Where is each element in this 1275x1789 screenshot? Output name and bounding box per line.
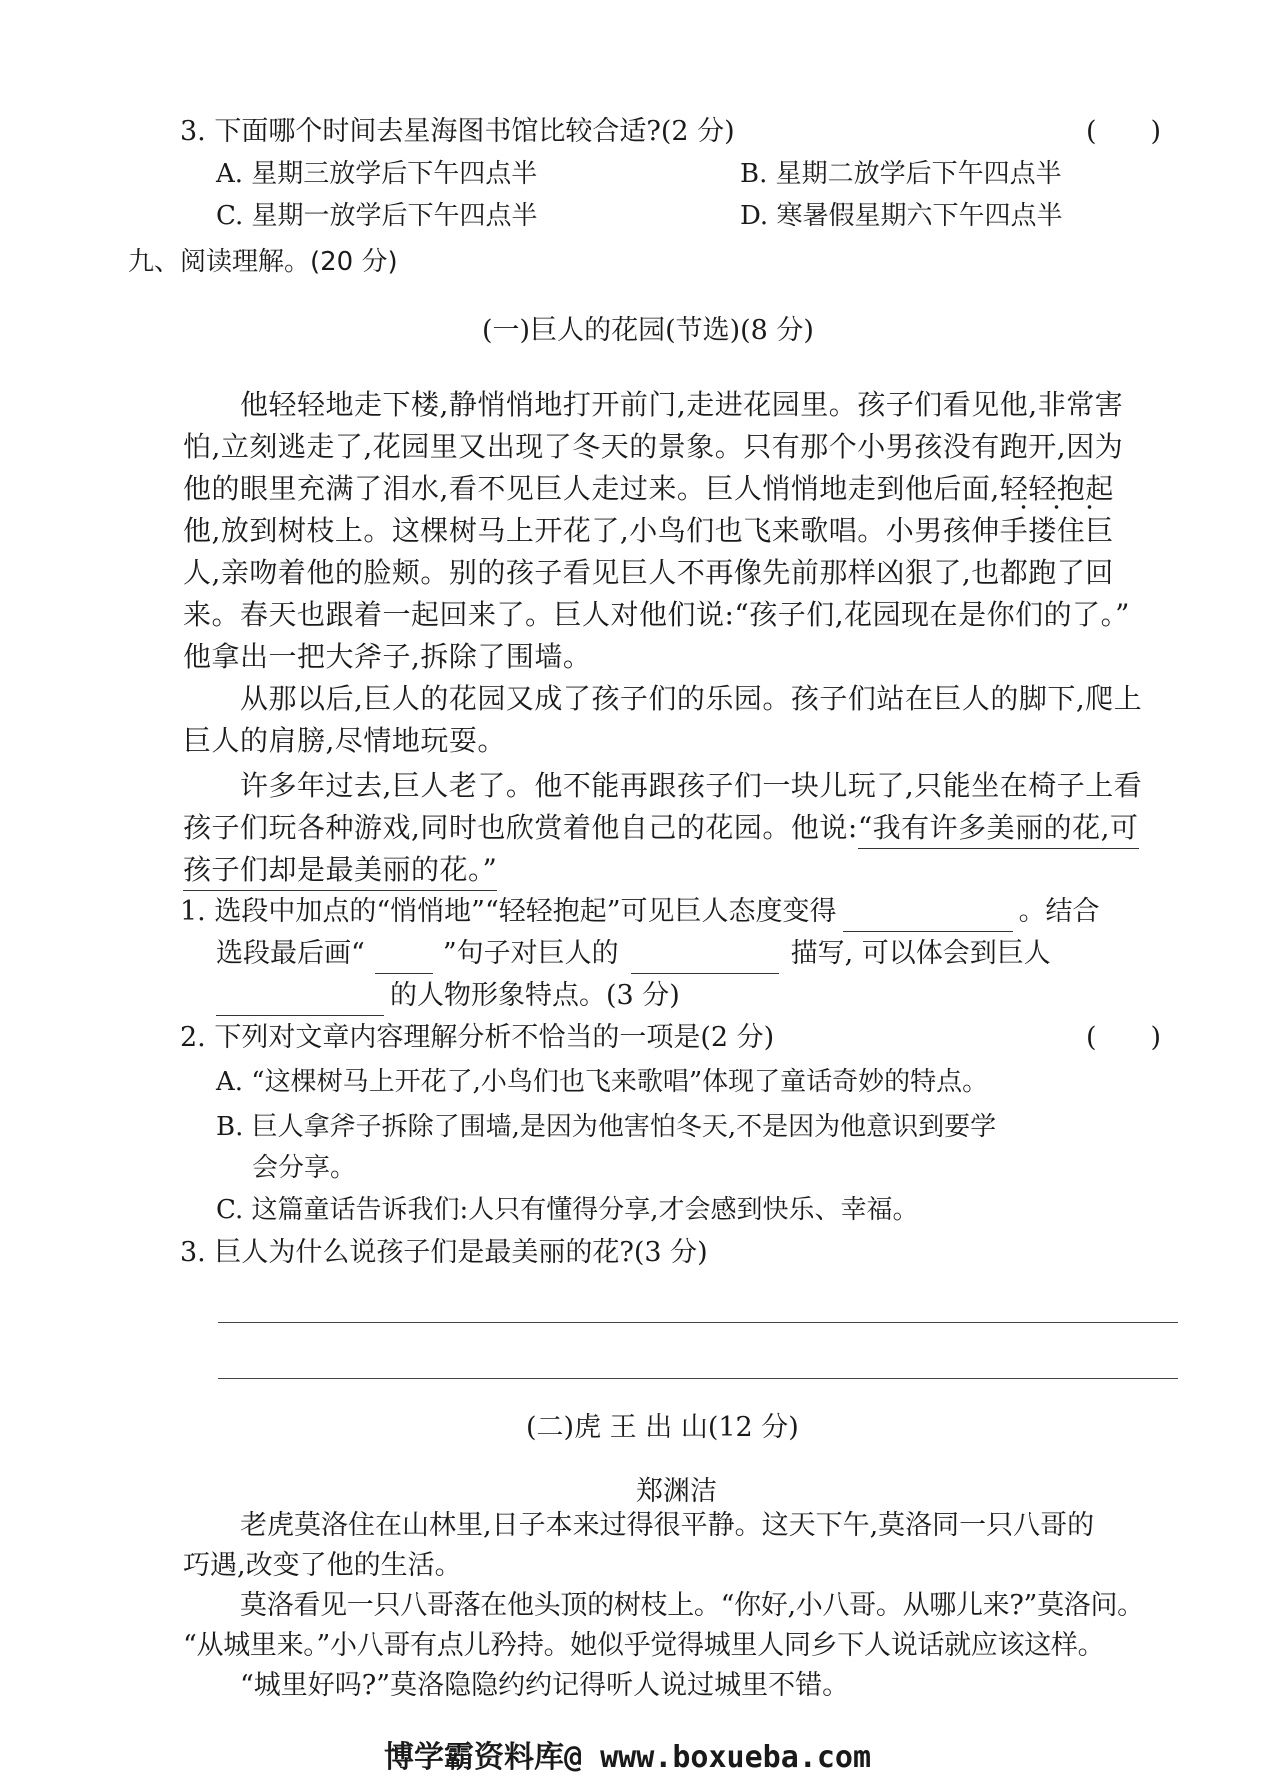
question-1-text: 1. 选段中加点的“悄悄地”“轻轻抱起”可见巨人态度变得 — [180, 896, 837, 927]
question-1-text-c: 选段最后画“ — [216, 938, 365, 969]
q2-option-a: A. “这棵树马上开花了,小鸟们也飞来歌唱”体现了童话奇妙的特点。 — [216, 1067, 989, 1097]
option-c: C. 星期一放学后下午四点半 — [216, 201, 538, 231]
section-9-heading: 九、阅读理解。(20 分) — [128, 247, 398, 277]
passage-1-line-6: 来。春天也跟着一起回来了。巨人对他们说:“孩子们,花园现在是你们的了。” — [183, 598, 1130, 631]
footer-watermark: 博学霸资料库@ www.boxueba.com — [384, 1740, 872, 1775]
passage-2-line-3: 莫洛看见一只八哥落在他头顶的树枝上。“你好,小八哥。从哪儿来?”莫洛问。 — [240, 1590, 1144, 1621]
passage-1-line-9: 巨人的肩膀,尽情地玩耍。 — [183, 724, 506, 757]
answer-blank-1[interactable] — [843, 901, 1013, 932]
passage-1-line-8: 从那以后,巨人的花园又成了孩子们的乐园。孩子们站在巨人的脚下,爬上 — [240, 682, 1143, 715]
dotted-emphasis: 轻轻抱起 — [999, 472, 1114, 505]
question-1-line-1 — [180, 892, 1100, 932]
passage-1-line-12 — [183, 849, 497, 891]
passage-2-line-4: “从城里来。”小八哥有点儿矜持。她似乎觉得城里人同乡下人说话就应该这样。 — [183, 1630, 1105, 1661]
passage-1-line-4: 他,放到树枝上。这棵树马上开花了,小鸟们也飞来歌唱。小男孩伸手搂住巨 — [183, 514, 1114, 547]
passage-1-title: (一)巨人的花园(节选)(8 分) — [482, 315, 814, 346]
underlined-sentence-part-1: “我有许多美丽的花,可 — [858, 807, 1139, 849]
answer-paren-q2: ( ) — [1086, 1022, 1162, 1053]
option-d: D. 寒暑假星期六下午四点半 — [740, 201, 1063, 231]
question-1-line-3 — [216, 976, 680, 1016]
passage-1-line-11 — [183, 807, 1139, 849]
question-1-line-2 — [216, 934, 1051, 974]
answer-blank-2[interactable] — [375, 943, 433, 974]
question-1-text-d: ”句子对巨人的 — [442, 938, 619, 969]
underlined-sentence-part-2: 孩子们却是最美丽的花。” — [183, 849, 497, 891]
question-1-text-f: 的人物形象特点。(3 分) — [390, 980, 680, 1011]
passage-2-line-5: “城里好吗?”莫洛隐隐约约记得听人说过城里不错。 — [240, 1670, 850, 1701]
passage-2-author: 郑渊洁 — [636, 1476, 717, 1507]
passage-1-line-7: 他拿出一把大斧子,拆除了围墙。 — [183, 640, 592, 673]
question-3-top: 3. 下面哪个时间去星海图书馆比较合适?(2 分) — [180, 116, 735, 147]
line-11-text: 孩子们玩各种游戏,同时也欣赏着他自己的花园。他说: — [183, 811, 858, 844]
option-b: B. 星期二放学后下午四点半 — [740, 159, 1062, 189]
passage-1-line-5: 人,亲吻着他的脸颊。别的孩子看见巨人不再像先前那样凶狠了,也都跑了回 — [183, 556, 1114, 589]
passage-1-line-3 — [183, 468, 1114, 509]
passage-2-title: (二)虎 王 出 山(12 分) — [526, 1412, 799, 1443]
question-3: 3. 巨人为什么说孩子们是最美丽的花?(3 分) — [180, 1237, 708, 1268]
answer-blank-4[interactable] — [216, 985, 384, 1016]
passage-1-line-2: 怕,立刻逃走了,花园里又出现了冬天的景象。只有那个小男孩没有跑开,因为 — [183, 430, 1124, 463]
passage-2-line-1: 老虎莫洛住在山林里,日子本来过得很平静。这天下午,莫洛同一只八哥的 — [240, 1510, 1095, 1541]
line-3-text: 他的眼里充满了泪水,看不见巨人走过来。巨人悄悄地走到他后面, — [183, 472, 1000, 505]
answer-line-2[interactable] — [218, 1378, 1178, 1379]
question-2: 2. 下列对文章内容理解分析不恰当的一项是(2 分) — [180, 1022, 775, 1053]
answer-paren-q3: ( ) — [1086, 116, 1162, 147]
passage-2-line-2: 巧遇,改变了他的生活。 — [183, 1550, 462, 1581]
question-1-text-b: 。结合 — [1018, 896, 1100, 927]
q2-option-b-line-2: 会分享。 — [252, 1153, 357, 1183]
answer-line-1[interactable] — [218, 1322, 1178, 1323]
q2-option-b-line-1: B. 巨人拿斧子拆除了围墙,是因为他害怕冬天,不是因为他意识到要学 — [216, 1112, 997, 1142]
option-a: A. 星期三放学后下午四点半 — [216, 159, 538, 189]
answer-blank-3[interactable] — [631, 943, 779, 974]
passage-1-line-1: 他轻轻地走下楼,静悄悄地打开前门,走进花园里。孩子们看见他,非常害 — [240, 388, 1124, 421]
q2-option-c: C. 这篇童话告诉我们:人只有懂得分享,才会感到快乐、幸福。 — [216, 1195, 919, 1225]
question-1-text-e: 描写, 可以体会到巨人 — [790, 938, 1051, 969]
passage-1-line-10: 许多年过去,巨人老了。他不能再跟孩子们一块儿玩了,只能坐在椅子上看 — [240, 769, 1143, 802]
